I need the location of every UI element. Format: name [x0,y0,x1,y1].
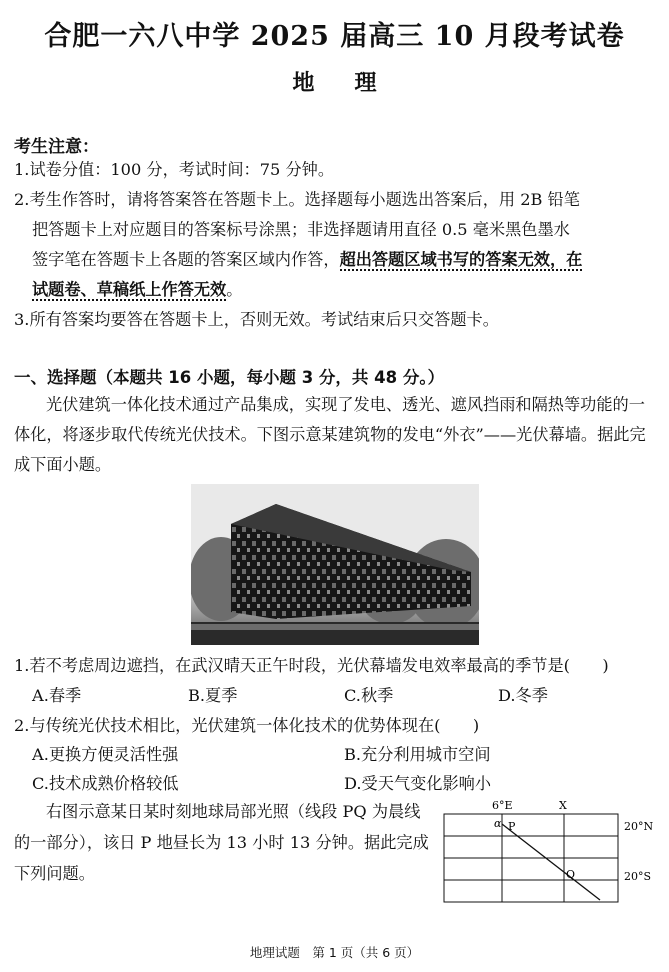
q1-option-a[interactable]: A.春季 [32,686,82,705]
q2-option-a[interactable]: A.更换方便灵活性强 [32,745,179,764]
building-illustration [191,484,479,645]
q1-option-b[interactable]: B.夏季 [188,686,238,705]
page-footer: 地理试题 第 1 页（共 6 页） [249,945,420,960]
question-1-stem: 1.若不考虑周边遮挡，在武汉晴天正午时段，光伏幕墙发电效率最高的季节是( ) [14,656,609,675]
notice-item-2-line-4-end: 。 [226,280,243,299]
label-p: P [508,820,516,833]
notice-warning-1: 超出答题区域书写的答案无效，在 [339,250,583,269]
section-heading: 一、选择题（本题共 16 小题，每小题 3 分，共 48 分。） [14,368,445,387]
earth-illumination-diagram [430,796,662,916]
notice-item-2-line-4 [32,280,242,300]
q1-option-c[interactable]: C.秋季 [344,686,394,705]
q2-option-b[interactable]: B.充分利用城市空间 [344,745,491,764]
notice-heading: 考生注意： [14,137,99,157]
context-paragraph-2: 右图示意某日某时刻地球局部光照（线段 PQ 为晨线的一部分），该日 P 地昼长为 13 小时 13 分钟。据此完成下列问题。 [14,802,429,883]
terminator-line-pq [502,824,600,900]
label-20n: 20°N [624,820,654,833]
label-6e: 6°E [492,799,513,812]
notice-item-2-line-2: 把答题卡上对应题目的答案标号涂黑；非选择题请用直径 0.5 毫米黑色墨水 [32,220,570,239]
notice-item-2-line-3 [32,250,582,270]
label-q: Q [566,868,576,881]
notice-item-2-line-1: 2.考生作答时，请将答案答在答题卡上。选择题每小题选出答案后，用 2B 铅笔 [14,190,580,209]
label-x: X [559,799,567,812]
photovoltaic-curtain-wall-photo [191,484,479,645]
notice-item-3: 3.所有答案均要答在答题卡上，否则无效。考试结束后只交答题卡。 [14,310,499,329]
label-20s: 20°S [624,870,652,883]
q2-option-c[interactable]: C.技术成熟价格较低 [32,774,179,793]
intro-paragraph: 光伏建筑一体化技术通过产品集成，实现了发电、透光、遮风挡雨和隔热等功能的一体化，将逐步取代传统光伏技术。下图示意某建筑物的发电“外衣”——光伏幕墙。据此完成下面小题。 [14,395,646,474]
notice-warning-2: 试题卷、草稿纸上作答无效 [32,280,227,299]
subject-title: 地理 [292,70,417,96]
question-2-stem: 2.与传统光伏技术相比，光伏建筑一体化技术的优势体现在( ) [14,716,480,735]
q2-option-d[interactable]: D.受天气变化影响小 [344,774,492,793]
exam-title: 合肥一六八中学 2025 届高三 10 月段考试卷 [44,21,625,52]
q1-option-d[interactable]: D.冬季 [498,686,548,705]
notice-item-1: 1.试卷分值：100 分，考试时间：75 分钟。 [14,160,335,179]
label-alpha: α [494,817,502,830]
notice-item-2-line-3-plain: 签字笔在答题卡上各题的答案区域内作答， [32,250,340,269]
